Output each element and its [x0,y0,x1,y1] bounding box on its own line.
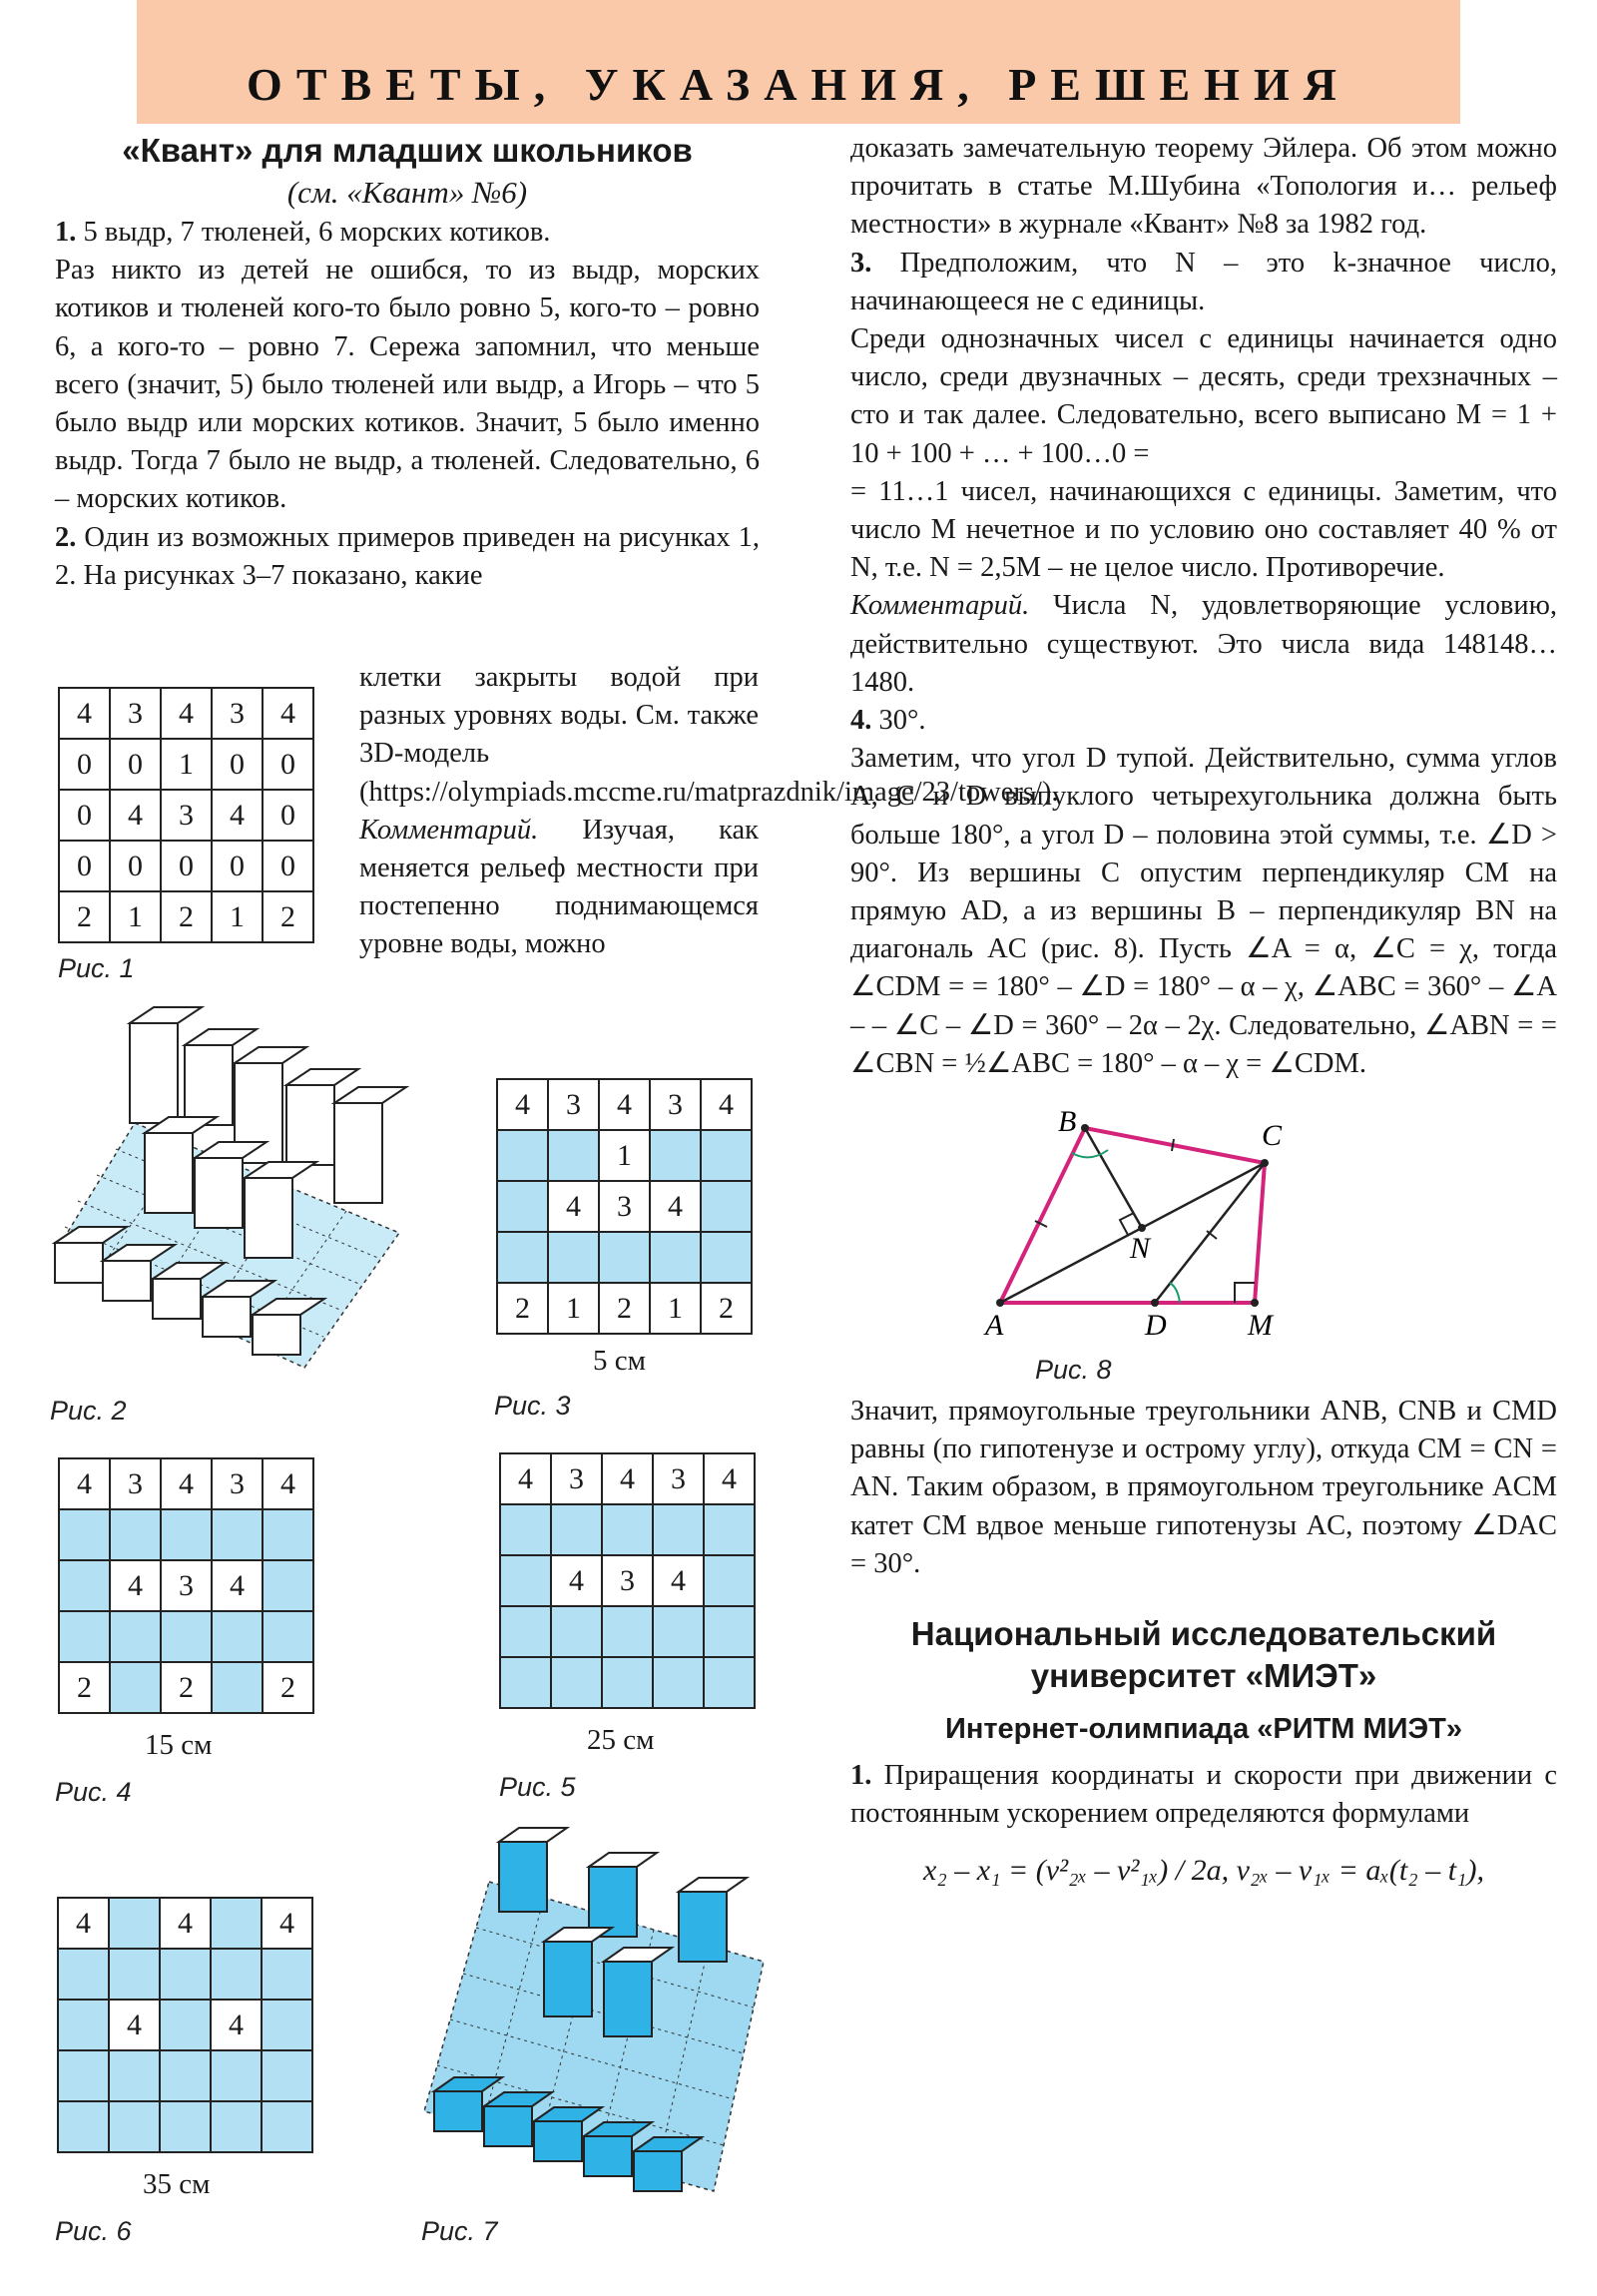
grid-cell [160,2000,211,2050]
grid-cell [701,1181,752,1232]
figure-8-label-c: C [1262,1119,1283,1153]
comment-text: Изучая, как меняется рельеф местности при постепенно поднимающемся уровне воды, можно [359,814,760,960]
grid-cell [160,1949,211,2000]
grid-cell: 4 [59,1458,110,1509]
grid-row [59,891,313,942]
grid-cell: 0 [110,841,161,891]
grid-cell [602,1657,653,1708]
grid-cell [110,1611,161,1662]
grid-row [59,841,313,891]
grid-cell [653,1504,704,1555]
figure-8-point-n [1138,1224,1146,1232]
grid-cell [704,1606,755,1657]
grid-cell: 0 [212,739,263,790]
grid-cell [263,1611,313,1662]
grid-cell: 4 [602,1453,653,1504]
grid-cell [551,1657,602,1708]
grid-row [497,1181,752,1232]
grid-cell [650,1232,701,1283]
section-2-subtitle: Интернет-олимпиада «РИТМ МИЭТ» [944,1713,1462,1746]
grid-cell: 0 [59,790,110,841]
grid-cell [704,1657,755,1708]
answer-3-comment-text: Числа N, удовлетворяющие условию, действительно существуют. Это числа вида 148148…1480. [850,590,1558,698]
figure-3-water-level: 5 см [593,1345,646,1377]
figure-8-tick-bc [1172,1139,1174,1151]
section-subtitle: (см. «Квант» №6) [286,175,528,210]
grid-row [59,688,313,739]
grid-cell: 3 [653,1453,704,1504]
grid-cell: 4 [212,790,263,841]
continuation-text: доказать замечательную теорему Эйлера. Об этом можно прочитать в статье М.Шубина «Топология и… рельеф местности» в журнале «Квант» №8 за 1982 год. [850,133,1557,241]
grid-cell [602,1606,653,1657]
grid-row [497,1130,752,1181]
grid-cell [212,1662,263,1713]
grid-cell: 4 [110,1560,161,1611]
answer-2-continuation: клетки закрыты водой при разных уровнях воды. См. также 3D-модель (https://olympiads.mccme.ru/matprazdnik/image/23/towers/). [359,662,1059,808]
figure-5-caption: Рис. 5 [499,1772,576,1802]
grid-cell [650,1130,701,1181]
answer-4-text: 30°. [878,705,926,737]
section-spacer [850,1583,1557,1613]
answer-3-comment [850,587,1557,702]
figure-2-caption: Рис. 2 [50,1396,127,1426]
grid-cell [551,1606,602,1657]
grid-cell [109,2101,160,2152]
subsection-spacer [850,1697,1557,1709]
figure-4-grid [58,1457,314,1714]
figure-8-point-d [1151,1299,1159,1307]
grid-row [58,2050,312,2101]
grid-cell [701,1130,752,1181]
right-column [850,130,1557,1890]
grid-row [59,1560,313,1611]
section-2-title-line-1: Национальный исследовательский [910,1615,1497,1653]
grid-cell: 4 [599,1079,650,1130]
grid-cell: 4 [497,1079,548,1130]
grid-cell: 2 [263,1662,313,1713]
grid-cell: 4 [263,1458,313,1509]
figure-5-water-level: 25 см [587,1724,655,1756]
grid-cell: 4 [58,1898,109,1949]
header-title: ОТВЕТЫ, УКАЗАНИЯ, РЕШЕНИЯ [247,59,1350,110]
grid-row [58,2101,312,2152]
grid-cell [602,1504,653,1555]
grid-cell: 4 [161,688,212,739]
grid-cell [212,1611,263,1662]
answer-5-text: Приращения координаты и скорости при движении с постоянным ускорением определяются формулами [850,1760,1558,1830]
grid-cell: 2 [263,891,313,942]
section-2-title-line-2: университет «МИЭТ» [1030,1657,1377,1695]
grid-cell [263,1509,313,1560]
grid-cell: 2 [59,891,110,942]
grid-row [59,790,313,841]
grid-row [59,739,313,790]
answer-3-number: 3. [850,247,872,279]
comment-block [359,812,759,964]
grid-row [59,1611,313,1662]
grid-cell: 0 [263,790,313,841]
grid-row [58,1949,312,2000]
grid-cell [212,1509,263,1560]
figure-8-point-b [1081,1124,1089,1132]
grid-cell: 1 [548,1283,599,1334]
grid-cell: 3 [110,688,161,739]
grid-cell [59,1611,110,1662]
kinematics-formula: x₂ – x₁ = (v²₂ₓ – v²₁ₓ) / 2a, v₂ₓ – v₁ₓ = aₓ(t₂ – t₁), [923,1853,1484,1887]
grid-cell [548,1130,599,1181]
grid-cell [704,1555,755,1606]
grid-cell [263,1560,313,1611]
grid-row [59,1662,313,1713]
grid-cell: 0 [212,841,263,891]
grid-row [497,1283,752,1334]
figure-8-angle-arc-b [1072,1150,1108,1157]
grid-cell [58,2101,109,2152]
grid-row [500,1453,755,1504]
grid-cell [110,1662,161,1713]
grid-cell: 0 [263,739,313,790]
answer-4 [850,702,1557,740]
grid-cell [58,2000,109,2050]
grid-cell: 4 [262,1898,312,1949]
grid-cell: 2 [161,891,212,942]
grid-cell: 4 [653,1555,704,1606]
figure-8-container [850,1083,1557,1393]
grid-row [500,1606,755,1657]
grid-cell [109,1949,160,2000]
figure-8-point-c [1261,1159,1269,1167]
answer-5 [850,1757,1557,1833]
answer-1-explanation: Раз никто из детей не ошибся, то из выдр, морских котиков и тюленей кого-то было ровно 5, кого-то – ровно 6, а кого-то – ровно 7. Сережа запомнил, что меньше всего (значит, 5) было тюленей или выдр, а Игорь – что 5 было выдр или морских котиков. Значит, 5 было именно выдр. Тогда 7 было не выдр, а тюленей. Следовательно, 6 – морских котиков. [55,255,760,515]
grid-cell [161,1611,212,1662]
grid-row [497,1232,752,1283]
grid-cell: 4 [704,1453,755,1504]
grid-cell [500,1555,551,1606]
grid-cell: 2 [599,1283,650,1334]
grid-cell: 4 [551,1555,602,1606]
grid-cell [59,1560,110,1611]
answer-3 [850,245,1557,320]
grid-cell [110,1509,161,1560]
grid-cell: 4 [110,790,161,841]
grid-cell: 0 [263,841,313,891]
answer-1-text: 5 выдр, 7 тюленей, 6 морских котиков. [83,217,551,248]
figure-2-isometric-towers [45,1003,414,1378]
grid-cell [211,1949,262,2000]
figure-8-label-b: B [1058,1105,1077,1139]
grid-cell [500,1657,551,1708]
figure-8-quadrilateral [980,1103,1359,1363]
grid-cell: 3 [110,1458,161,1509]
figure-3-grid [496,1078,753,1335]
figure-3-caption: Рис. 3 [494,1391,571,1421]
grid-cell [59,1509,110,1560]
grid-cell: 1 [161,739,212,790]
comment-label: Комментарий. [359,814,539,846]
grid-cell: 1 [110,891,161,942]
grid-cell: 4 [650,1181,701,1232]
grid-row [59,1458,313,1509]
grid-cell: 4 [59,688,110,739]
grid-cell: 4 [212,1560,263,1611]
answer-3-explanation: Среди однозначных чисел с единицы начинается одно число, среди двузначных – десять, среди трехзначных – сто и так далее. Следовательно, всего выписано M = 1 + 10 + 100 + … + 100…0 = [850,323,1557,469]
grid-row [500,1657,755,1708]
figure-8-label-n: N [1130,1232,1151,1266]
grid-cell: 2 [59,1662,110,1713]
answer-2-number: 2. [55,521,77,553]
grid-row [500,1504,755,1555]
figure-8-point-a [996,1299,1004,1307]
answer-3-conclusion: = 11…1 чисел, начинающихся с единицы. Заметим, что число M нечетное и по условию оно составляет 40 % от N, т.е. N = 2,5M – не целое число. Противоречие. [850,475,1557,584]
grid-cell [211,2050,262,2101]
grid-row [58,2000,312,2050]
answer-1 [55,214,760,252]
figure-4-water-level: 15 см [145,1729,213,1761]
answer-3-comment-label: Комментарий. [850,590,1030,622]
grid-row [497,1079,752,1130]
grid-cell [551,1504,602,1555]
answer-5-number: 1. [850,1760,872,1792]
grid-cell [500,1606,551,1657]
figure-8-label-d: D [1145,1309,1167,1343]
grid-cell [497,1232,548,1283]
grid-cell [704,1504,755,1555]
grid-cell [653,1657,704,1708]
grid-cell [262,2000,312,2050]
figure-8-label-m: M [1248,1309,1273,1343]
figure-1-grid [58,687,314,943]
figure-8-caption: Рис. 8 [1035,1355,1112,1386]
grid-cell: 3 [161,1560,212,1611]
grid-cell: 3 [599,1181,650,1232]
grid-cell: 3 [650,1079,701,1130]
figure-5-grid [499,1452,756,1709]
grid-cell [653,1606,704,1657]
answer-4-explanation: Заметим, что угол D тупой. Действительно, сумма углов A, C и D выпуклого четырехугольника должна быть больше 180°, а угол D – половина этой суммы, т.е. ∠D > 90°. Из вершины C опустим перпендикуляр CM на прямую AD, а из вершины B – перпендикуляр BN на диагональ AC (рис. 8). Пусть ∠A = α, ∠C = χ, тогда ∠CDM = = 180° – ∠D = 180° – α – χ, ∠ABC = 360° – ∠A – – ∠C – ∠D = 360° – 2α – 2χ. Следовательно, ∠ABN = = ∠CBN = ½∠ABC = 180° – α – χ = ∠CDM. [850,743,1557,1079]
grid-cell: 0 [59,841,110,891]
grid-cell: 4 [161,1458,212,1509]
grid-cell: 0 [161,841,212,891]
grid-cell: 4 [109,2000,160,2050]
grid-cell: 2 [701,1283,752,1334]
answer-2-text: Один из возможных примеров приведен на рисунках 1, 2. На рисунках 3–7 показано, какие [55,521,760,591]
figure-7-caption: Рис. 7 [421,2216,498,2246]
grid-row [59,1509,313,1560]
grid-cell: 4 [263,688,313,739]
answer-4-conclusion: Значит, прямоугольные треугольники ANB, CNB и CMD равны (по гипотенузе и острому углу), откуда CM = CN = AN. Таким образом, в прямоугольном треугольнике ACM катет CM вдвое меньше гипотенузы AC, поэтому ∠DAC = 30°. [850,1396,1557,1579]
grid-cell: 4 [548,1181,599,1232]
grid-cell: 2 [161,1662,212,1713]
figure-8-label-a: A [985,1309,1004,1343]
grid-cell: 1 [650,1283,701,1334]
figure-6-caption: Рис. 6 [55,2216,132,2246]
grid-cell [160,2101,211,2152]
grid-cell [161,1509,212,1560]
grid-cell [160,2050,211,2101]
grid-cell [500,1504,551,1555]
grid-cell: 3 [602,1555,653,1606]
grid-cell [497,1130,548,1181]
paragraph-spacer [850,1749,1557,1757]
grid-cell: 0 [110,739,161,790]
grid-cell [211,1898,262,1949]
grid-cell [599,1232,650,1283]
figure-4-caption: Рис. 4 [55,1777,132,1807]
figure-8-point-m [1251,1299,1259,1307]
grid-cell: 3 [212,1458,263,1509]
grid-cell: 3 [551,1453,602,1504]
grid-cell: 2 [497,1283,548,1334]
header-banner [137,0,1460,124]
grid-cell: 0 [59,739,110,790]
grid-cell: 3 [548,1079,599,1130]
figure-8-right-angle-m [1235,1283,1255,1303]
grid-cell: 4 [701,1079,752,1130]
grid-cell: 3 [161,790,212,841]
figure-7-isometric-water [414,1822,774,2201]
grid-cell [548,1232,599,1283]
figure-8-angle-arc-d [1170,1283,1180,1303]
grid-cell [262,2050,312,2101]
grid-cell [58,1949,109,2000]
grid-cell: 4 [500,1453,551,1504]
grid-cell [58,2050,109,2101]
grid-cell: 1 [212,891,263,942]
grid-cell: 1 [599,1130,650,1181]
answer-3-text: Предположим, что N – это k-значное число, начинающееся не с единицы. [850,247,1557,316]
grid-row [58,1898,312,1949]
grid-cell [701,1232,752,1283]
answer-2 [55,519,760,595]
figure-6-water-level: 35 см [143,2168,211,2200]
figure-6-grid [57,1897,313,2153]
grid-cell [262,2101,312,2152]
grid-cell [262,1949,312,2000]
answer-4-number: 4. [850,705,872,737]
grid-cell: 4 [160,1898,211,1949]
section-title: «Квант» для младших школьников [122,132,693,169]
grid-cell: 3 [212,688,263,739]
answer-1-number: 1. [55,217,77,248]
grid-cell: 4 [211,2000,262,2050]
grid-cell [109,1898,160,1949]
figure-1-caption: Рис. 1 [58,953,135,983]
grid-row [500,1555,755,1606]
grid-cell [109,2050,160,2101]
grid-cell [211,2101,262,2152]
left-column [55,130,760,595]
grid-cell [497,1181,548,1232]
